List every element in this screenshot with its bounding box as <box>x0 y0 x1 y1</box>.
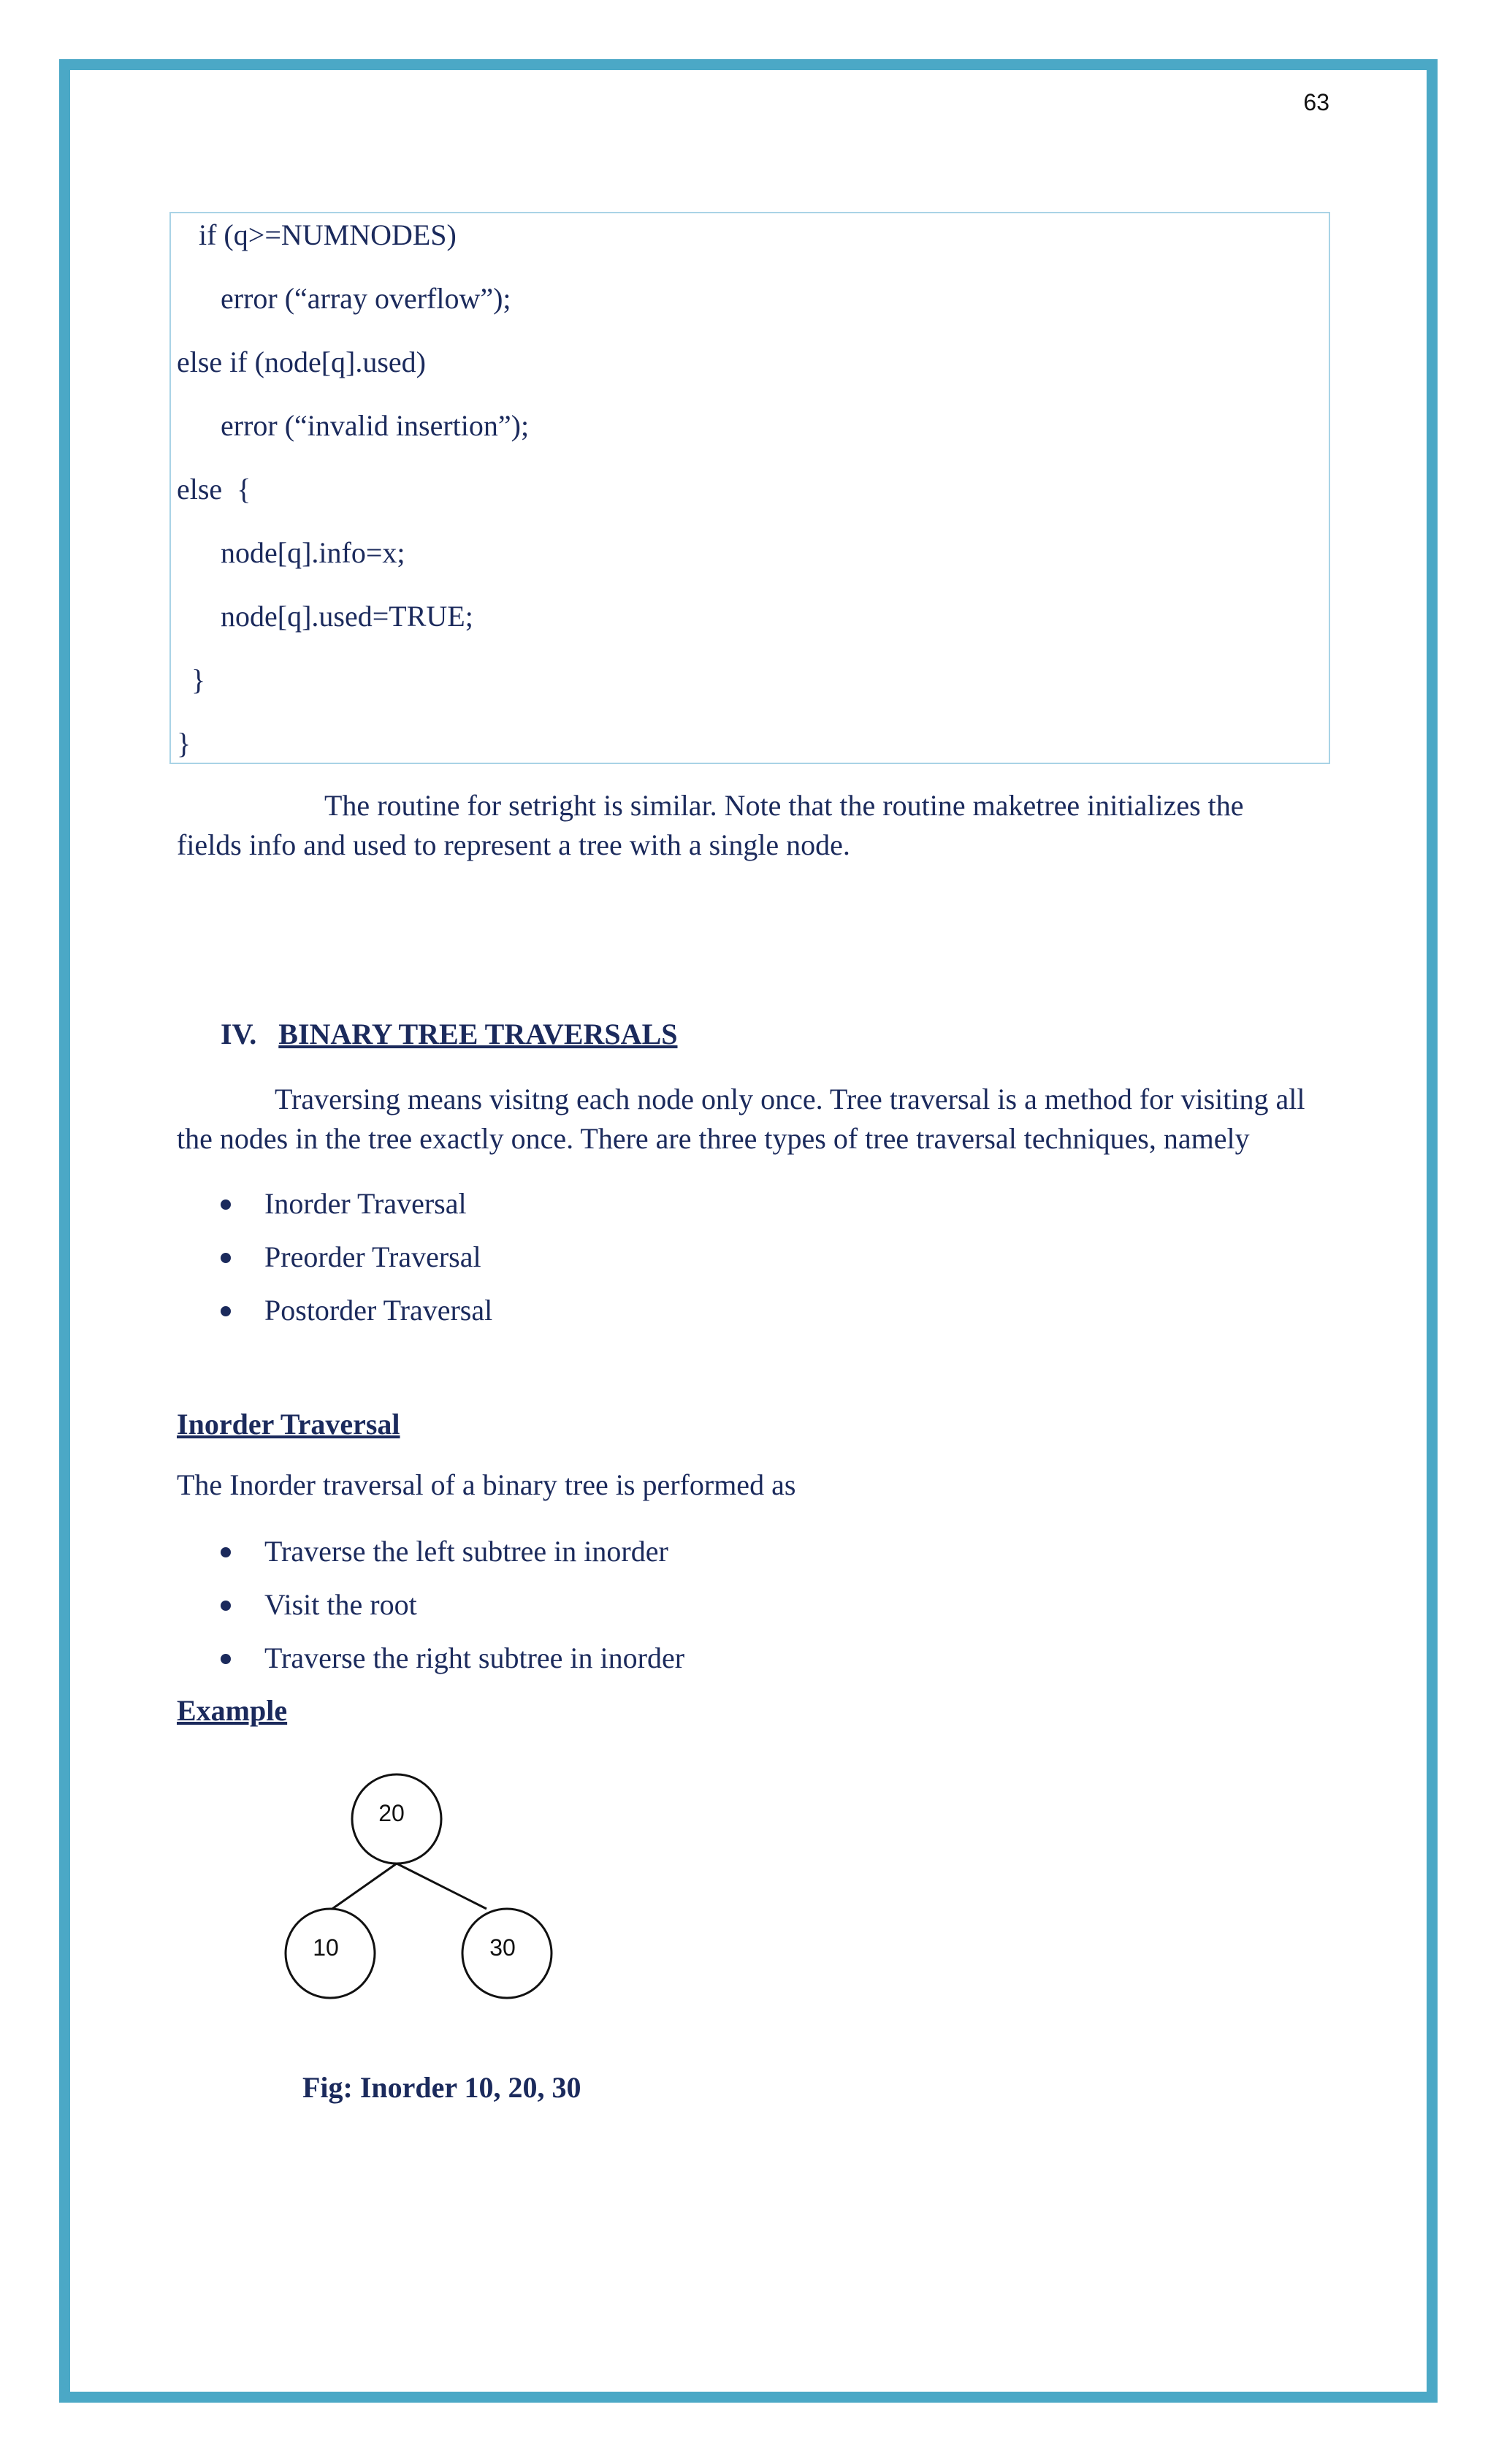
code-line: } <box>177 727 191 760</box>
code-line: node[q].info=x; <box>221 536 405 569</box>
list-item: Postorder Traversal <box>221 1296 492 1349</box>
tree-node-right-label: 30 <box>489 1934 516 1961</box>
traversal-intro-line1: Traversing means visitng each node only once. Tree traversal is a method for visiting all <box>275 1083 1305 1115</box>
code-line: else if (node[q].used) <box>177 346 426 378</box>
setright-note-line1: The routine for setright is similar. Note that the routine maketree initializes the <box>324 789 1244 822</box>
list-item: Inorder Traversal <box>221 1189 492 1243</box>
traversal-intro-line2: the nodes in the tree exactly once. There are three types of tree traversal techniques, namely <box>177 1122 1250 1155</box>
setright-note-line2: fields info and used to represent a tree with a single node. <box>177 828 850 861</box>
code-line: if (q>=NUMNODES) <box>199 218 457 251</box>
inorder-heading: Inorder Traversal <box>177 1408 400 1441</box>
code-line: else { <box>177 473 251 506</box>
list-item: Traverse the left subtree in inorder <box>221 1537 684 1590</box>
traversal-types-list <box>221 1189 492 1349</box>
code-line: error (“array overflow”); <box>221 282 511 315</box>
code-line: node[q].used=TRUE; <box>221 600 473 633</box>
binary-tree-diagram <box>278 1768 570 2016</box>
figure-caption: Fig: Inorder 10, 20, 30 <box>302 2071 581 2104</box>
example-label: Example <box>177 1694 288 1727</box>
tree-node-root-label: 20 <box>378 1800 405 1826</box>
list-item: Visit the root <box>221 1590 684 1644</box>
tree-edge-right <box>397 1864 486 1909</box>
page-number: 63 <box>1303 89 1329 115</box>
inorder-description: The Inorder traversal of a binary tree is performed as <box>177 1468 796 1501</box>
list-item: Preorder Traversal <box>221 1243 492 1296</box>
code-line: } <box>191 663 206 696</box>
section-heading <box>221 1017 678 1051</box>
tree-edge-left <box>330 1864 397 1910</box>
section-title: BINARY TREE TRAVERSALS <box>278 1018 678 1050</box>
list-item: Traverse the right subtree in inorder <box>221 1644 684 1697</box>
tree-node-left-label: 10 <box>313 1934 339 1961</box>
code-line: error (“invalid insertion”); <box>221 409 530 442</box>
inorder-steps-list <box>221 1537 684 1697</box>
section-number: IV. <box>221 1018 257 1050</box>
